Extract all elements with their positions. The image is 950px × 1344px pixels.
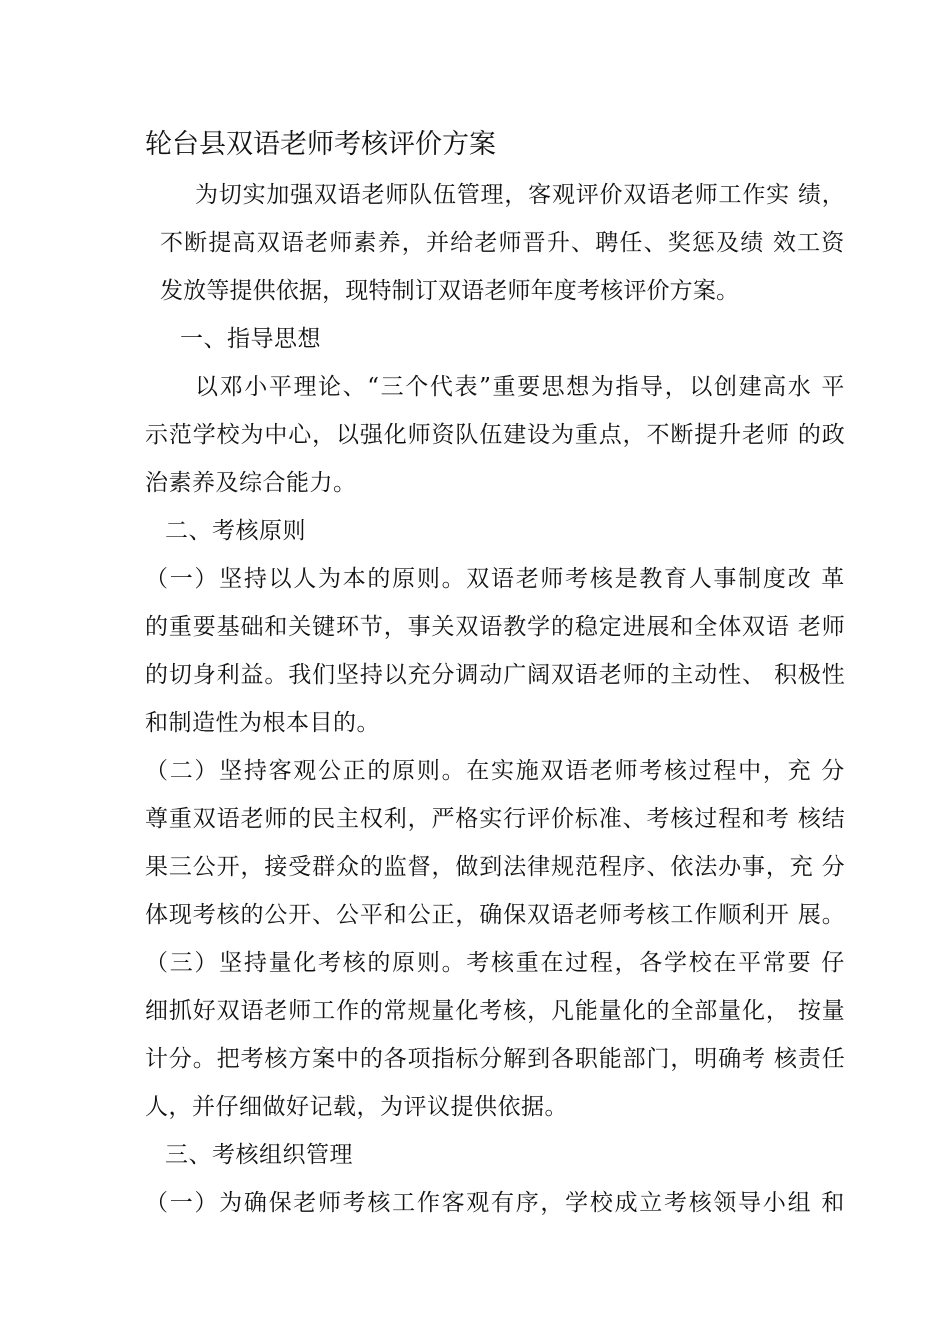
paragraph-line: 尊重双语老师的民主权利，严格实行评价标准、考核过程和考 核结 xyxy=(145,806,846,832)
paragraph-line: 示范学校为中心，以强化师资队伍建设为重点，不断提升老师 的政 xyxy=(145,422,846,448)
paragraph-line: 治素养及综合能力。 xyxy=(145,470,357,496)
paragraph-line: 发放等提供依据，现特制订双语老师年度考核评价方案。 xyxy=(160,278,740,304)
paragraph-line: 细抓好双语老师工作的常规量化考核，凡能量化的全部量化， 按量 xyxy=(145,998,846,1024)
paragraph-line: 果三公开，接受群众的监督，做到法律规范程序、依法办事，充 分 xyxy=(145,854,846,880)
section-heading: 三、考核组织管理 xyxy=(165,1142,353,1168)
paragraph-line: （一）为确保老师考核工作客观有序，学校成立考核领导小组 和 xyxy=(145,1190,847,1216)
paragraph-line: （三）坚持量化考核的原则。考核重在过程，各学校在平常要 仔 xyxy=(145,950,847,976)
paragraph-line: 的重要基础和关键环节，事关双语教学的稳定进展和全体双语 老师 xyxy=(145,614,846,640)
paragraph-line: 以邓小平理论、“三个代表”重要思想为指导，以创建高水 平 xyxy=(195,374,846,400)
document-title: 轮台县双语老师考核评价方案 xyxy=(145,129,496,160)
paragraph-line: 不断提高双语老师素养，并给老师晋升、聘任、奖惩及绩 效工资 xyxy=(160,230,846,256)
paragraph-line: （一）坚持以人为本的原则。双语老师考核是教育人事制度改 革 xyxy=(145,566,847,592)
paragraph-line: 和制造性为根本目的。 xyxy=(145,710,380,736)
paragraph-line: 人，并仔细做好记载，为评议提供依据。 xyxy=(145,1094,568,1120)
paragraph-line: 体现考核的公开、公平和公正，确保双语老师考核工作顺利开 展。 xyxy=(145,902,846,928)
section-heading: 一、指导思想 xyxy=(180,326,321,352)
paragraph-line: 计分。把考核方案中的各项指标分解到各职能部门，明确考 核责任 xyxy=(145,1046,846,1072)
paragraph-line: 的切身利益。我们坚持以充分调动广阔双语老师的主动性、 积极性 xyxy=(145,662,846,688)
paragraph-line: 为切实加强双语老师队伍管理，客观评价双语老师工作实 绩， xyxy=(195,182,846,208)
paragraph-line: （二）坚持客观公正的原则。在实施双语老师考核过程中，充 分 xyxy=(145,758,847,784)
section-heading: 二、考核原则 xyxy=(165,518,306,544)
